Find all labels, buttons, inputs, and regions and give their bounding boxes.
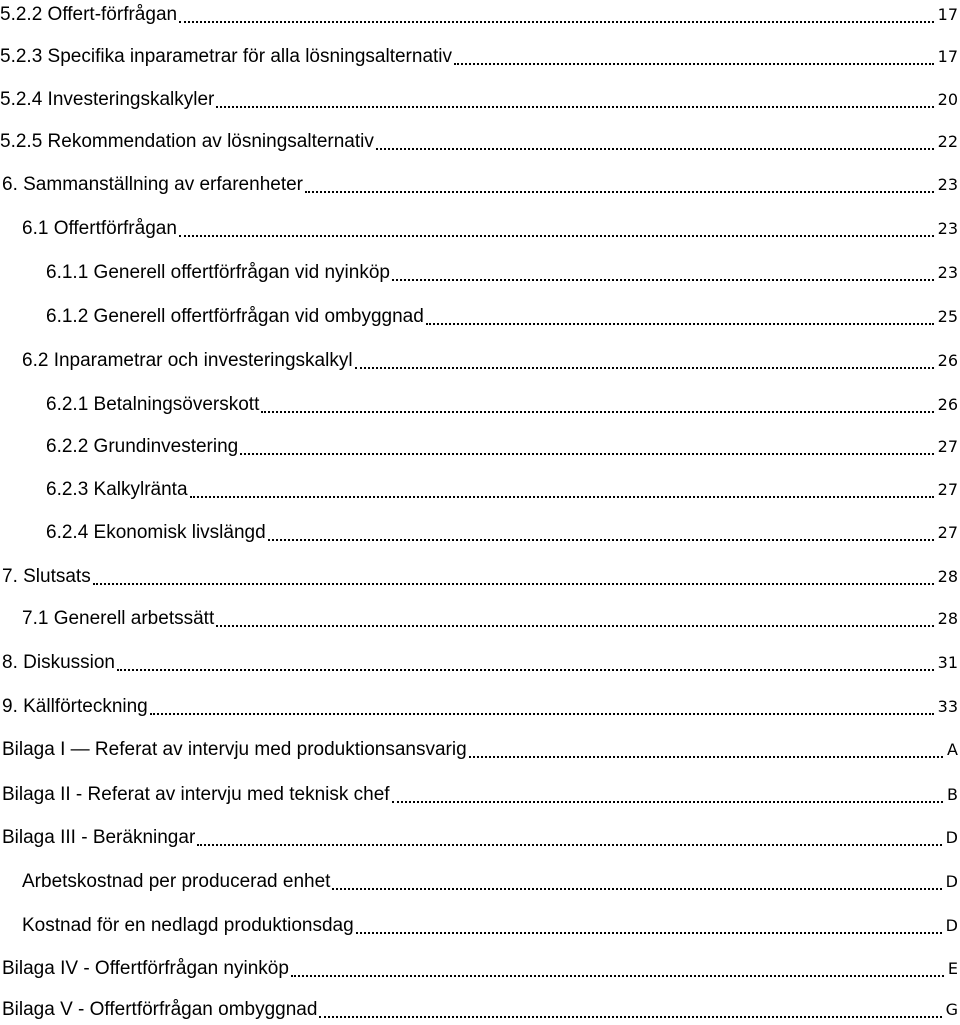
toc-entry-page: 23: [937, 263, 958, 282]
toc-dot-leader: [392, 799, 943, 803]
toc-entry-title: 6.2 Inparametrar och investeringskalkyl: [22, 350, 353, 371]
toc-entry-title: Bilaga V - Offertförfrågan ombyggnad: [2, 999, 318, 1020]
toc-entry[interactable]: [0, 214, 960, 244]
toc-entry-title: 5.2.5 Rekommendation av lösningsalternativ: [0, 131, 374, 152]
toc-entry-title: 6.1.1 Generell offertförfrågan vid nyinköp: [46, 262, 390, 283]
toc-dot-leader: [93, 581, 934, 585]
toc-entry-page: 23: [937, 175, 958, 194]
toc-entry-title: Bilaga I — Referat av intervju med produktionsansvarig: [2, 739, 467, 760]
toc-entry-title: 6.2.2 Grundinvestering: [46, 436, 239, 457]
toc-entry[interactable]: [0, 954, 960, 984]
toc-dot-leader: [319, 1014, 941, 1018]
toc-entry-page: A: [947, 740, 958, 759]
toc-entry-page: B: [947, 785, 958, 804]
toc-entry-title: 6.2.1 Betalningsöverskott: [46, 394, 260, 415]
toc-dot-leader: [454, 61, 934, 65]
toc-entry-page: D: [945, 916, 958, 935]
toc-entry[interactable]: [0, 302, 960, 332]
toc-entry[interactable]: [0, 867, 960, 897]
toc-entry-page: 17: [937, 5, 958, 24]
toc-entry[interactable]: [0, 170, 960, 200]
toc-entry[interactable]: [0, 604, 960, 634]
toc-dot-leader: [469, 754, 943, 758]
toc-dot-leader: [305, 189, 934, 193]
toc-dot-leader: [150, 711, 934, 715]
toc-entry-page: 27: [937, 437, 958, 456]
toc-entry-page: 26: [937, 395, 958, 414]
toc-entry-page: 17: [937, 47, 958, 66]
toc-dot-leader: [261, 409, 933, 413]
toc-dot-leader: [291, 973, 944, 977]
toc-entry-page: E: [947, 959, 958, 978]
toc-entry[interactable]: [0, 562, 960, 592]
toc-entry[interactable]: [0, 432, 960, 462]
toc-dot-leader: [332, 886, 941, 890]
toc-entry-page: 22: [937, 132, 958, 151]
toc-dot-leader: [268, 537, 934, 541]
toc-dot-leader: [392, 277, 934, 281]
toc-dot-leader: [117, 667, 934, 671]
toc-entry-title: Bilaga II - Referat av intervju med teknisk chef: [2, 784, 390, 805]
toc-entry-title: Kostnad för en nedlagd produktionsdag: [22, 915, 354, 936]
toc-entry-title: 5.2.3 Specifika inparametrar för alla lösningsalternativ: [0, 46, 453, 67]
toc-entry[interactable]: [0, 475, 960, 505]
toc-dot-leader: [426, 321, 934, 325]
toc-entry-page: 23: [937, 219, 958, 238]
toc-entry-page: 33: [937, 697, 958, 716]
toc-entry[interactable]: [0, 518, 960, 548]
toc-dot-leader: [190, 494, 934, 498]
toc-entry-title: 6.2.4 Ekonomisk livslängd: [46, 522, 266, 543]
toc-entry-title: 6.1.2 Generell offertförfrågan vid ombyggnad: [46, 306, 424, 327]
toc-entry-title: 7.1 Generell arbetssätt: [22, 608, 215, 629]
toc-entry-title: 6.1 Offertförfrågan: [22, 218, 177, 239]
toc-entry-title: 9. Källförteckning: [2, 696, 148, 717]
toc-entry[interactable]: [0, 346, 960, 376]
toc-entry-title: 6. Sammanställning av erfarenheter: [2, 174, 303, 195]
toc-entry[interactable]: [0, 735, 960, 765]
toc-entry-title: Bilaga III - Beräkningar: [2, 827, 196, 848]
toc-entry-page: 28: [937, 567, 958, 586]
toc-entry-page: 26: [937, 351, 958, 370]
toc-entry-title: 6.2.3 Kalkylränta: [46, 479, 188, 500]
toc-entry[interactable]: [0, 911, 960, 941]
toc-dot-leader: [355, 365, 934, 369]
toc-entry[interactable]: [0, 780, 960, 810]
toc-entry-page: 27: [937, 523, 958, 542]
toc-entry-page: D: [945, 828, 958, 847]
toc-dot-leader: [216, 104, 933, 108]
toc-entry-title: 5.2.4 Investeringskalkyler: [0, 89, 215, 110]
toc-entry-page: D: [945, 872, 958, 891]
toc-dot-leader: [240, 451, 933, 455]
toc-entry-title: 5.2.2 Offert-förfrågan: [0, 4, 178, 25]
toc-entry-title: Bilaga IV - Offertförfrågan nyinköp: [2, 958, 289, 979]
toc-dot-leader: [216, 623, 933, 627]
toc-dot-leader: [179, 19, 934, 23]
toc-entry[interactable]: [0, 258, 960, 288]
toc-dot-leader: [356, 930, 942, 934]
toc-entry-page: G: [945, 1000, 958, 1019]
toc-entry[interactable]: [0, 42, 960, 72]
toc-entry[interactable]: [0, 0, 960, 30]
toc-entry[interactable]: [0, 692, 960, 722]
toc-entry-page: 25: [937, 307, 958, 326]
toc-entry[interactable]: [0, 85, 960, 115]
toc-dot-leader: [376, 146, 934, 150]
toc-entry-page: 20: [937, 90, 958, 109]
toc-dot-leader: [179, 233, 934, 237]
toc-entry-title: Arbetskostnad per producerad enhet: [22, 871, 331, 892]
toc-entry[interactable]: [0, 995, 960, 1025]
toc-dot-leader: [197, 842, 941, 846]
toc-entry-page: 31: [937, 653, 958, 672]
toc-entry-page: 27: [937, 480, 958, 499]
toc-entry[interactable]: [0, 648, 960, 678]
toc-entry-page: 28: [937, 609, 958, 628]
toc-entry[interactable]: [0, 127, 960, 157]
toc-entry[interactable]: [0, 823, 960, 853]
toc-entry[interactable]: [0, 390, 960, 420]
toc-entry-title: 7. Slutsats: [2, 566, 91, 587]
toc-entry-title: 8. Diskussion: [2, 652, 115, 673]
